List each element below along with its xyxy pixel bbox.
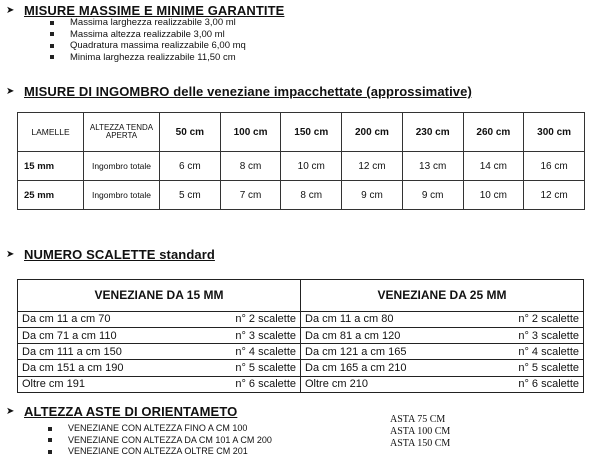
section-title: NUMERO SCALETTE standard	[24, 247, 215, 262]
list-item: VENEZIANE CON ALTEZZA DA CM 101 A CM 200	[48, 435, 272, 447]
scalette-column-25mm	[300, 280, 583, 392]
list-item: VENEZIANE CON ALTEZZA FINO A CM 100	[48, 423, 272, 435]
table-cell: 5 cm	[160, 181, 221, 210]
column-header: 50 cm	[160, 113, 221, 152]
list-item: Minima larghezza realizzabile 11,50 cm	[50, 52, 246, 64]
list-item: Massima larghezza realizzabile 3,00 ml	[50, 17, 246, 29]
misure-list	[50, 17, 246, 63]
table-cell: 8 cm	[220, 152, 281, 181]
column-header: LAMELLE	[18, 113, 84, 152]
section-heading-ingombro	[6, 84, 472, 99]
arrow-bullet-icon: ➤	[6, 249, 15, 260]
table-cell: 9 cm	[402, 181, 463, 210]
square-bullet-icon	[50, 32, 54, 36]
square-bullet-icon	[48, 438, 52, 442]
square-bullet-icon	[50, 44, 54, 48]
column-header: ALTEZZA TENDA APERTA	[84, 113, 160, 152]
table-row: Da cm 11 a cm 70 n° 2 scalette	[18, 312, 300, 328]
list-item: Massima altezza realizzabile 3,00 ml	[50, 29, 246, 41]
aste-list	[48, 423, 272, 458]
table-row: Oltre cm 210 n° 6 scalette	[305, 378, 579, 391]
list-item: Quadratura massima realizzabile 6,00 mq	[50, 40, 246, 52]
asta-value: ASTA 100 CM	[390, 426, 451, 437]
table-cell: 12 cm	[524, 181, 585, 210]
ingombro-table	[17, 112, 585, 210]
square-bullet-icon	[50, 21, 54, 25]
section-title: MISURE DI INGOMBRO delle veneziane impacchettate (approssimative)	[24, 84, 472, 99]
table-cell: 15 mm	[18, 152, 84, 181]
asta-value: ASTA 150 CM	[390, 438, 451, 449]
table-cell: 12 cm	[342, 152, 403, 181]
scalette-column-15mm	[18, 280, 300, 392]
asta-lengths	[390, 414, 450, 450]
column-header: VENEZIANE DA 25 MM	[301, 280, 583, 312]
column-header: 100 cm	[220, 113, 281, 152]
table-row: Da cm 111 a cm 150 n° 4 scalette	[18, 344, 300, 360]
square-bullet-icon	[50, 55, 54, 59]
asta-value: ASTA 75 CM	[390, 414, 446, 425]
table-header-row	[18, 113, 585, 152]
table-row: Da cm 11 a cm 80 n° 2 scalette	[301, 312, 583, 328]
table-cell: 14 cm	[463, 152, 524, 181]
section-heading-scalette	[6, 247, 215, 262]
table-row: Da cm 81 a cm 120 n° 3 scalette	[301, 328, 583, 344]
section-heading-aste	[6, 404, 237, 419]
table-row: Oltre cm 191 n° 6 scalette	[22, 378, 296, 391]
table-row	[18, 181, 585, 210]
table-cell: Ingombro totale	[84, 181, 160, 210]
arrow-bullet-icon: ➤	[6, 406, 15, 417]
table-cell: 9 cm	[342, 181, 403, 210]
table-cell: Ingombro totale	[84, 152, 160, 181]
column-header: 300 cm	[524, 113, 585, 152]
table-cell: 16 cm	[524, 152, 585, 181]
column-header: VENEZIANE DA 15 MM	[18, 280, 300, 312]
section-title: ALTEZZA ASTE DI ORIENTAMETO	[24, 404, 238, 419]
table-row: Da cm 121 a cm 165 n° 4 scalette	[301, 344, 583, 360]
table-cell: 13 cm	[402, 152, 463, 181]
table-cell: 10 cm	[463, 181, 524, 210]
arrow-bullet-icon: ➤	[6, 5, 15, 16]
table-row: Da cm 165 a cm 210 n° 5 scalette	[301, 360, 583, 376]
table-cell: 6 cm	[160, 152, 221, 181]
arrow-bullet-icon: ➤	[6, 86, 15, 97]
table-cell: 7 cm	[220, 181, 281, 210]
table-cell: 10 cm	[281, 152, 342, 181]
column-header: 150 cm	[281, 113, 342, 152]
column-header: 200 cm	[342, 113, 403, 152]
table-cell: 25 mm	[18, 181, 84, 210]
column-header: 260 cm	[463, 113, 524, 152]
table-row: Da cm 151 a cm 190 n° 5 scalette	[18, 360, 300, 376]
column-header: 230 cm	[402, 113, 463, 152]
scalette-table	[17, 279, 584, 393]
table-row	[18, 152, 585, 181]
section-title: MISURE MASSIME E MINIME GARANTITE	[24, 3, 285, 18]
square-bullet-icon	[48, 450, 52, 454]
list-item: VENEZIANE CON ALTEZZA OLTRE CM 201	[48, 446, 272, 458]
table-cell: 8 cm	[281, 181, 342, 210]
table-row: Da cm 71 a cm 110 n° 3 scalette	[18, 328, 300, 344]
square-bullet-icon	[48, 427, 52, 431]
section-heading-misure	[6, 3, 284, 18]
